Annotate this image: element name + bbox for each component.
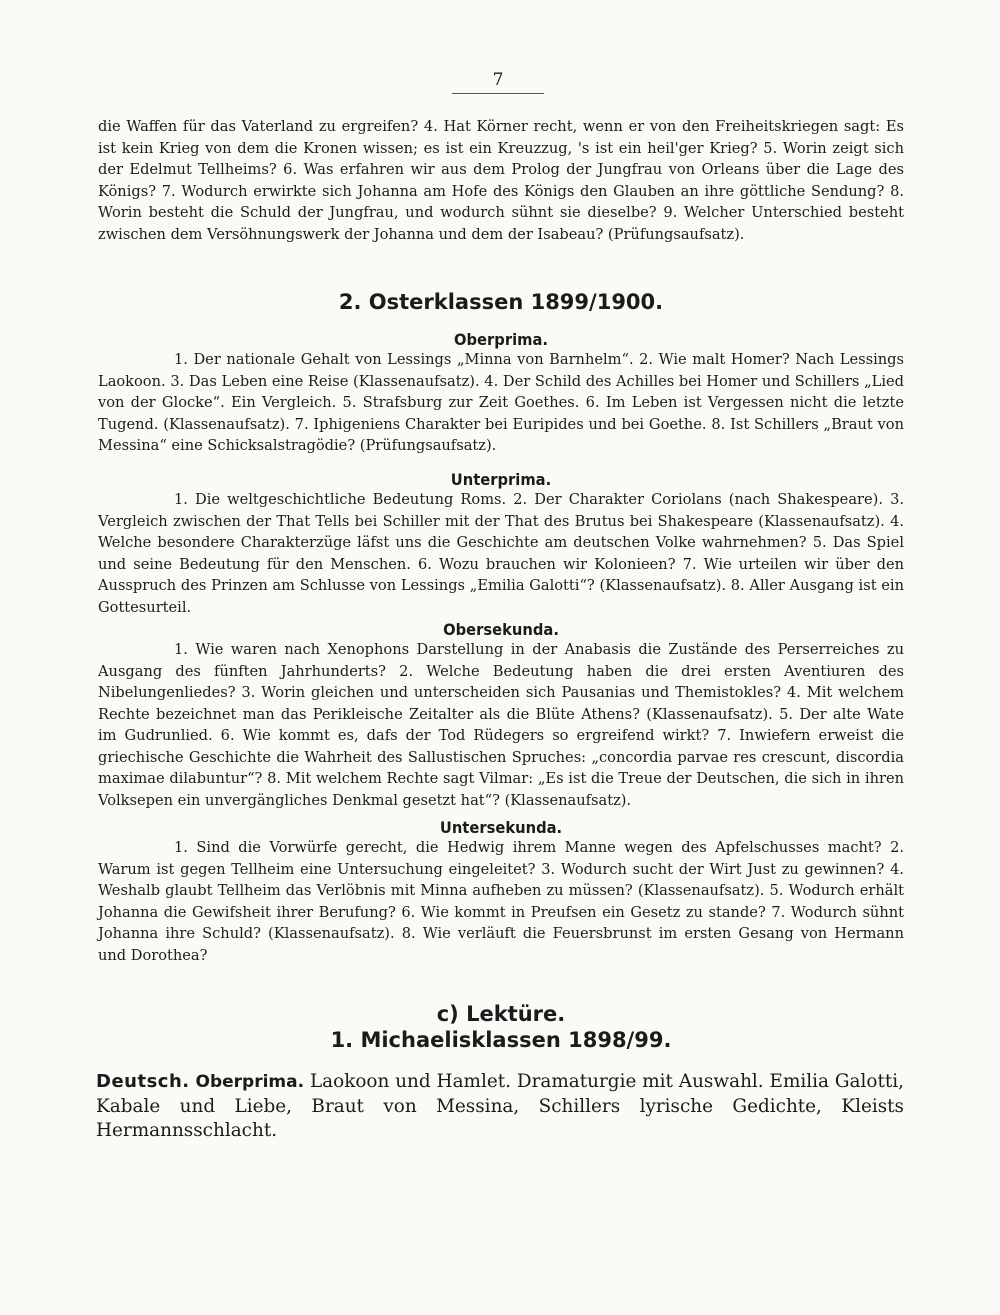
oberprima-heading: Oberprima. <box>453 330 548 349</box>
deutsch-paragraph <box>96 1070 904 1144</box>
obersekunda-paragraph: 1. Wie waren nach Xenophons Darstellung in der Anabasis die Zustände des Perserreiches zu Ausgang des fünften Jahrhunderts? 2. Welche Bedeutung haben die drei ersten Aventiuren des Nibelungenliedes? 3. Worin gleichen und unterscheiden sich Pausanias und Themistokles? 4. Mit welchem Rechte bezeichnet man das Perikleische Zeitalter als die Blüte Athens? (Klassenaufsatz). 5. Der alte Wate im Gudrunlied. 6. Wie kommt es, dafs der Tod Rüdegers so ergreifend wirkt? 7. Inwiefern erweist die griechische Geschichte die Wahrheit des Sallustischen Spruches: „concordia parvae res crescunt, discordia maximae dilabuntur“? 8. Mit welchem Rechte sagt Vilmar: „Es ist die Treue der Deutschen, die sich in ihren Volksepen ein unvergängliches Denkmal gesetzt hat“? (Klassenaufsatz). <box>98 641 904 809</box>
subject-label: Deutsch. <box>96 1071 190 1092</box>
untersekunda-paragraph: 1. Sind die Vorwürfe gerecht, die Hedwig ihrem Manne wegen des Apfelschusses macht? 2. Warum ist gegen Tellheim eine Untersuchung eingeleitet? 3. Wodurch sucht der Wirt Just zu gewinnen? 4. Weshalb glaubt Tellheim das Verlöbnis mit Minna aufheben zu müssen? (Klassenaufsatz). 5. Wodurch erhält Johanna die Gewifsheit ihrer Berufung? 6. Wie kommt in Preufsen ein Gesetz zu stande? 7. Wodurch sühnt Johanna ihre Schuld? (Klassenaufsatz). 8. Wie verläuft die Feuersbrunst im ersten Gesang von Hermann und Dorothea? <box>98 839 904 964</box>
untersekunda-block <box>98 818 904 966</box>
unterprima-paragraph: 1. Die weltgeschichtliche Bedeutung Roms. 2. Der Charakter Coriolans (nach Shakespeare). 3. Vergleich zwischen der That Tells bei Schiller mit der That des Brutus bei Shakespeare (Klassenaufsatz). 4. Welche besondere Charakterzüge läfst uns die Geschichte am deutschen Volke wahrnehmen? 5. Das Spiel und seine Bedeutung für den Menschen. 6. Wozu brauchen wir Kolonieen? 7. Wie urteilen wir über den Ausspruch des Prinzen am Schlusse von Lessings „Emilia Galotti“? (Klassenaufsatz). 8. Aller Ausgang ist ein Gottesurteil. <box>98 491 904 616</box>
unterprima-heading: Unterprima. <box>450 470 552 489</box>
obersekunda-heading: Obersekunda. <box>443 620 559 639</box>
unterprima-block <box>98 470 904 618</box>
michaelisklassen-title: 1. Michaelisklassen 1898/99. <box>330 1028 672 1052</box>
lektuere-section <box>98 1002 904 1026</box>
intro-paragraph: die Waffen für das Vaterland zu ergreifen? 4. Hat Körner recht, wenn er von den Freiheitskriegen sagt: Es ist kein Krieg von dem die Kronen wissen; es ist ein Kreuzzug, 's ist ein heil'ger Krieg? 5. Worin zeigt sich der Edelmut Tellheims? 6. Was erfahren wir aus dem Prolog der Jungfrau von Orleans über die Lage des Königs? 7. Wodurch erwirkte sich Johanna am Hofe des Königs den Glauben an ihre göttliche Sendung? 8. Worin besteht die Schuld der Jungfrau, und wodurch sühnt sie dieselbe? 9. Welcher Unterschied besteht zwischen dem Versöhnungswerk der Johanna und dem der Isabeau? (Prüfungsaufsatz). <box>98 118 904 243</box>
michaelisklassen-section <box>98 1028 904 1052</box>
level-label: Oberprima. <box>195 1072 305 1092</box>
page-number: 7 <box>452 70 544 94</box>
osterklassen-title: 2. Osterklassen 1899/1900. <box>338 290 664 314</box>
osterklassen-section <box>98 290 904 314</box>
oberprima-paragraph: 1. Der nationale Gehalt von Lessings „Minna von Barnhelm“. 2. Wie malt Homer? Nach Lessings Laokoon. 3. Das Leben eine Reise (Klassenaufsatz). 4. Der Schild des Achilles bei Homer und Schillers „Lied von der Glocke“. Ein Vergleich. 5. Strafsburg zur Zeit Goethes. 6. Im Leben ist Vergessen nicht die letzte Tugend. (Klassenaufsatz). 7. Iphigeniens Charakter bei Euripides und bei Goethe. 8. Ist Schillers „Braut von Messina“ eine Schicksalstragödie? (Prüfungsaufsatz). <box>98 351 904 454</box>
intro-block <box>98 116 904 245</box>
obersekunda-block <box>98 620 904 811</box>
lektuere-title: c) Lektüre. <box>436 1002 566 1026</box>
oberprima-block <box>98 330 904 457</box>
lektuere-text: Laokoon und Hamlet. Dramaturgie mit Auswahl. Emilia Galotti, Kabale und Liebe, Braut von Messina, Schillers lyrische Gedichte, Kleists Hermannsschlacht. <box>96 1071 904 1141</box>
untersekunda-heading: Untersekunda. <box>439 818 563 837</box>
deutsch-block <box>96 1070 904 1144</box>
